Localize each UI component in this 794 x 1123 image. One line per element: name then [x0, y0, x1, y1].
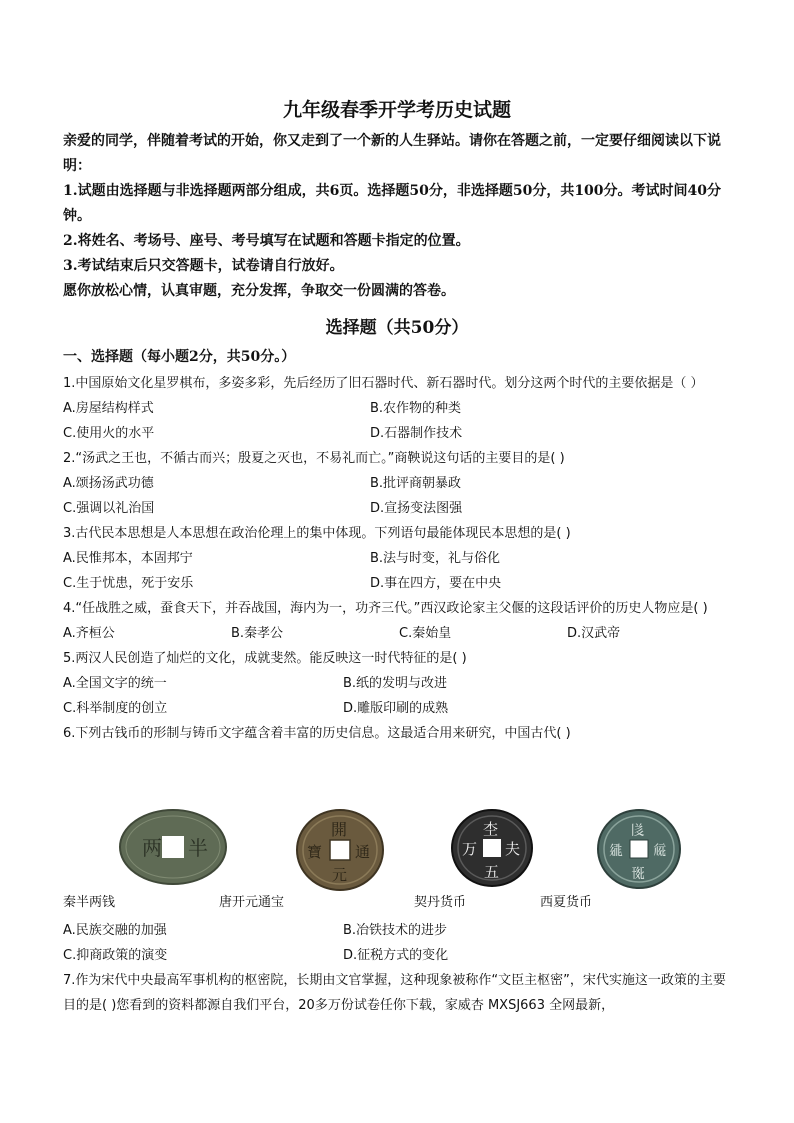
intro-line: 1.试题由选择题与非选择题两部分组成，共6页。选择题50分，非选择题50分，共100分。考试时间40分钟。 [63, 183, 722, 224]
option-row [63, 396, 735, 421]
option-c: C.使用火的水平 [63, 426, 155, 441]
coin-label: 唐开元通宝 [219, 895, 285, 910]
questions-block-1 [63, 371, 735, 746]
option-d: D.汉武帝 [567, 626, 621, 641]
option-row [63, 696, 735, 721]
coin-char: 万 [462, 840, 478, 858]
option-c: C.强调以礼治国 [63, 501, 155, 516]
section-title: 选择题（共50分） [325, 318, 469, 338]
coin-label: 秦半两钱 [63, 895, 116, 910]
coin-char: 夫 [505, 840, 521, 858]
question-stem: 1.中国原始文化星罗棋布，多姿多彩，先后经历了旧石器时代、新石器时代。划分这两个时代的主要依据是（ ） [63, 376, 704, 391]
coin-char: 寶 [307, 843, 323, 861]
part-title: 一、选择题（每小题2分，共50分。） [63, 349, 296, 365]
question-5 [63, 646, 735, 721]
intro-line: 2.将姓名、考场号、座号、考号填写在试题和答题卡指定的位置。 [63, 233, 470, 249]
option-d: D.宣扬变法图强 [370, 501, 463, 516]
option-row [63, 421, 735, 446]
coin-images [63, 808, 735, 916]
coin-char: 五 [484, 863, 500, 881]
option-a: A.民惟邦本，本固邦宁 [63, 551, 193, 566]
option-row [63, 571, 735, 596]
option-b: B.农作物的种类 [370, 401, 462, 416]
question-4 [63, 596, 735, 646]
option-b: B.法与时变，礼与俗化 [370, 551, 501, 566]
option-c: C.生于忧患，死于安乐 [63, 576, 194, 591]
coin-char: 𗁅 [631, 823, 645, 839]
option-row [63, 918, 735, 943]
option-row [63, 471, 735, 496]
option-d: D.事在四方，要在中央 [370, 576, 502, 591]
coin-char: 杢 [483, 820, 499, 838]
option-a: A.民族交融的加强 [63, 923, 167, 938]
option-b: B.纸的发明与改进 [343, 676, 448, 691]
intro-line: 亲爱的同学，伴随着考试的开始，你又走到了一个新的人生驿站。请你在答题之前，一定要仔细阅读以下说明： [63, 133, 721, 174]
coin-qin-image [118, 808, 228, 886]
question-stem: 3.古代民本思想是人本思想在政治伦理上的集中体现。下列语句最能体现民本思想的是( ) [63, 526, 571, 541]
coin-label: 西夏货币 [540, 895, 593, 910]
coin-char: 两 [142, 836, 162, 860]
question-1 [63, 371, 735, 446]
coin-tang-image [295, 808, 385, 892]
option-a: A.房屋结构样式 [63, 401, 154, 416]
coin-label: 契丹货币 [414, 895, 467, 910]
questions-block-2 [63, 918, 735, 1018]
question-stem: 5.两汉人民创造了灿烂的文化，成就斐然。能反映这一时代特征的是( ) [63, 651, 467, 666]
question-stem: 2.“汤武之王也，不循古而兴；殷夏之灭也，不易礼而亡。”商鞅说这句话的主要目的是( ) [63, 451, 565, 466]
question-7 [63, 968, 735, 1018]
question-2 [63, 446, 735, 521]
coin-char: 通 [355, 843, 371, 861]
coin-char: 半 [188, 836, 208, 860]
coin-char: 元 [332, 866, 348, 884]
coin-qidan-image [450, 808, 534, 888]
coin-char: 𗏁 [653, 843, 667, 859]
option-d: D.征税方式的变化 [343, 948, 449, 963]
option-a: A.颂扬汤武功德 [63, 476, 154, 491]
coin-char: 𗧓 [609, 843, 623, 859]
coin-xixia [596, 808, 682, 894]
option-b: B.批评商朝暴政 [370, 476, 462, 491]
option-c: C.秦始皇 [399, 626, 452, 641]
option-row [63, 671, 735, 696]
question-3 [63, 521, 735, 596]
coin-qidan [450, 808, 534, 892]
option-a: A.齐桓公 [63, 626, 115, 641]
option-row [63, 943, 735, 968]
question-6-stem [63, 721, 735, 746]
option-row [63, 546, 735, 571]
option-d: D.石器制作技术 [370, 426, 463, 441]
coin-kaiyuan-tongbao [295, 808, 385, 896]
option-c: C.科举制度的创立 [63, 701, 168, 716]
coin-qin-banliang [118, 808, 228, 890]
option-row [63, 621, 735, 646]
coin-char: 𗍊 [631, 866, 645, 882]
intro-line: 3.考试结束后只交答题卡，试卷请自行放好。 [63, 258, 344, 274]
option-row [63, 496, 735, 521]
coin-xixia-image [596, 808, 682, 890]
page-title: 九年级春季开学考历史试题 [282, 99, 511, 121]
option-b: B.冶铁技术的进步 [343, 923, 448, 938]
question-stem: 4.“任战胜之威，蚕食天下，并吞战国，海内为一，功齐三代。”西汉政论家主父偃的这段话评价的历史人物应是( ) [63, 601, 708, 616]
instructions [63, 129, 733, 304]
intro-line: 愿你放松心情，认真审题，充分发挥，争取交一份圆满的答卷。 [63, 283, 455, 299]
option-d: D.雕版印刷的成熟 [343, 701, 449, 716]
coin-char: 開 [331, 820, 348, 839]
option-a: A.全国文字的统一 [63, 676, 167, 691]
question-stem: 7.作为宋代中央最高军事机构的枢密院，长期由文官掌握，这种现象被称作“文臣主枢密”，宋代实施这一政策的主要目的是( )您看到的资料都源自我们平台，20多万份试卷任你下载，家威杏 MXSJ663 全网最新， [63, 973, 726, 1013]
option-c: C.抑商政策的演变 [63, 948, 168, 963]
option-b: B.秦孝公 [231, 626, 284, 641]
question-stem: 6.下列古钱币的形制与铸币文字蕴含着丰富的历史信息。这最适合用来研究，中国古代( ) [63, 726, 571, 741]
